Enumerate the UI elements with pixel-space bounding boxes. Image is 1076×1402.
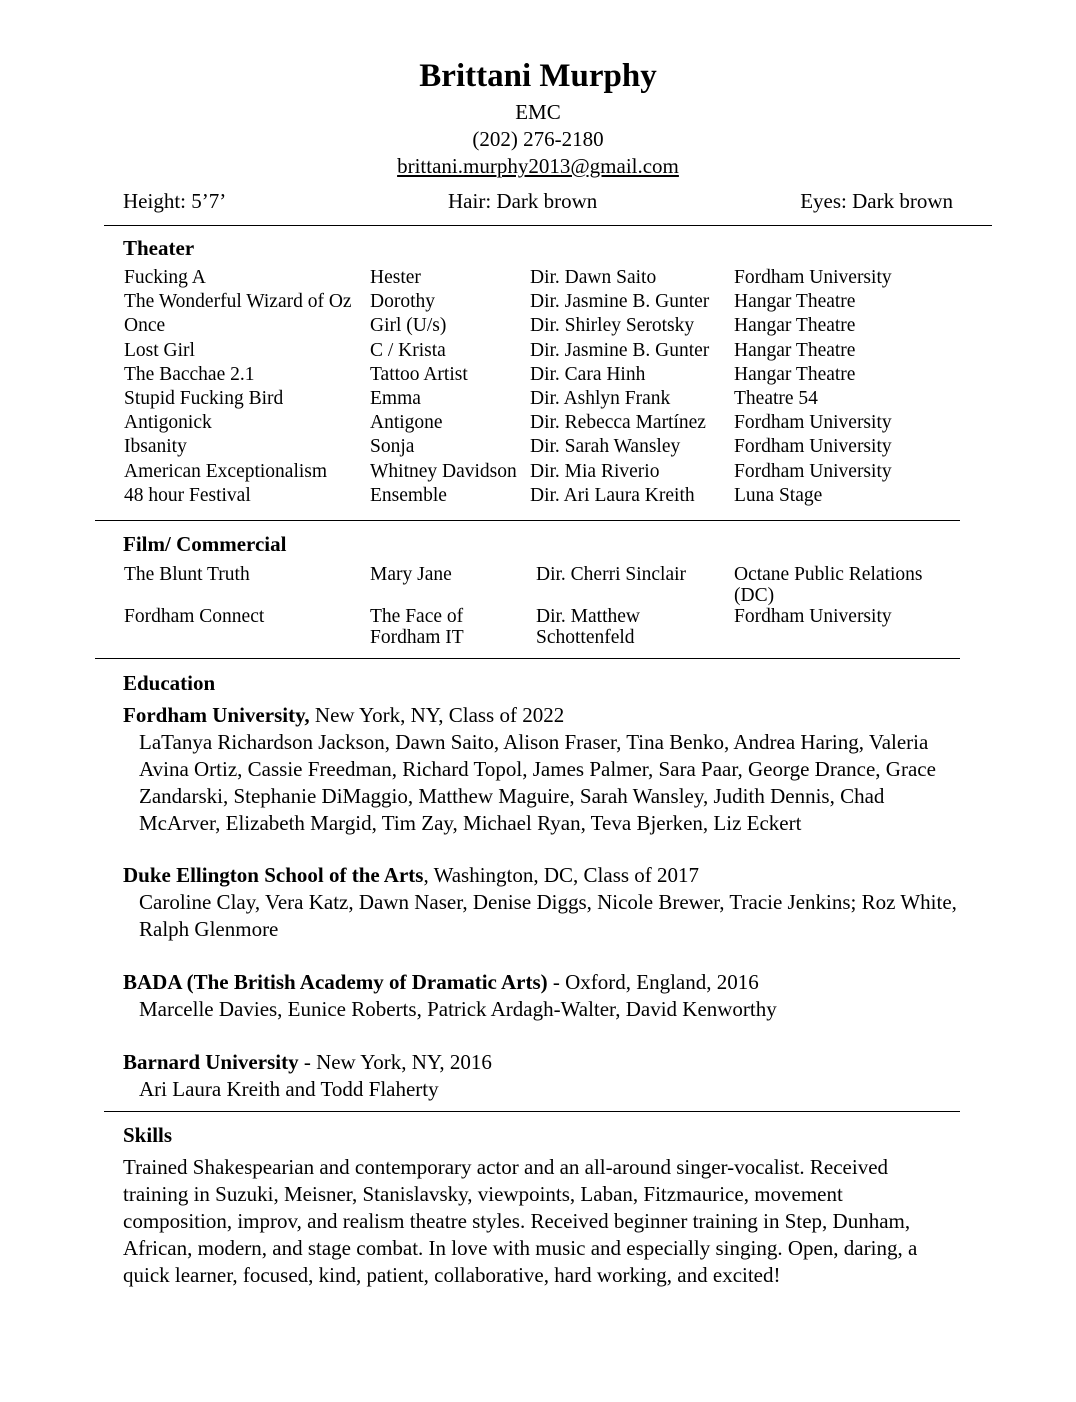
role: Mary Jane [370,564,452,585]
email-line [0,153,1076,179]
theater-divider [95,520,960,521]
height-stat: Height: 5’7’ [123,189,227,213]
role: Dorothy [370,291,435,313]
director: Dir. Jasmine B. Gunter [530,291,710,313]
role: Antigone [370,412,443,434]
venue: Fordham University [734,436,892,458]
education-entry-school [123,862,699,889]
director: Dir. Jasmine B. Gunter [530,339,710,361]
production-title: The Blunt Truth [124,564,250,585]
credit-row [124,460,954,484]
role: Ensemble [370,484,447,506]
director: Dir. Ashlyn Frank [530,388,671,410]
education-divider [104,1111,960,1112]
role: Whitney Davidson [370,460,517,482]
theater-credits-table [124,266,954,508]
actor-name: Brittani Murphy [419,58,657,94]
school-name: Barnard University [123,1050,299,1074]
venue: Octane Public Relations (DC) [734,564,923,606]
header-divider [104,225,992,226]
production-title: The Wonderful Wizard of Oz [124,291,352,313]
education-entry-school [123,1049,492,1076]
production-title: The Bacchae 2.1 [124,363,255,385]
director: Dir. Matthew Schottenfeld [536,606,640,648]
school-teachers: Ari Laura Kreith and Todd Flaherty [139,1077,439,1101]
credit-row [124,266,954,290]
production-title: American Exceptionalism [124,460,328,482]
director: Dir. Ari Laura Kreith [530,484,695,506]
director: Dir. Mia Riverio [530,460,660,482]
film-credits-table [124,564,934,648]
venue: Hangar Theatre [734,339,856,361]
education-heading: Education [123,671,216,695]
venue: Fordham University [734,412,892,434]
role: C / Krista [370,339,446,361]
production-title: Fordham Connect [124,606,265,627]
venue: Fordham University [734,267,892,288]
venue: Hangar Theatre [734,363,856,385]
phone-number: (202) 276-2180 [472,127,604,151]
email-link[interactable]: brittani.murphy2013@gmail.com [397,154,679,178]
role: Sonja [370,436,415,458]
role: Tattoo Artist [370,363,468,385]
production-title: Stupid Fucking Bird [124,388,284,410]
director: Dir. Sarah Wansley [530,436,681,458]
credit-row [124,387,954,411]
venue: Fordham University [734,606,892,627]
school-name: BADA (The British Academy of Dramatic Arts) [123,970,548,994]
credit-row [124,484,954,508]
skills-heading: Skills [123,1123,173,1147]
director: Dir. Cara Hinh [530,363,646,385]
venue: Fordham University [734,460,892,482]
eyes-stat: Eyes: Dark brown [800,189,953,213]
film-heading: Film/ Commercial [123,532,287,556]
school-name: Duke Ellington School of the Arts [123,863,424,887]
school-teachers: Caroline Clay, Vera Katz, Dawn Naser, Denise Diggs, Nicole Brewer, Tracie Jenkins; Roz White, Ralph Glenmore [139,890,957,941]
union-status: EMC [515,100,561,124]
director: Dir. Dawn Saito [530,267,657,288]
education-entry-school [123,969,759,996]
credit-row [124,606,934,648]
school-details: - New York, NY, 2016 [298,1050,492,1074]
director: Dir. Shirley Serotsky [530,315,695,337]
credit-row [124,290,954,314]
role: Emma [370,388,421,410]
credit-row [124,564,934,606]
production-title: Ibsanity [124,436,187,458]
role: Girl (U/s) [370,315,447,337]
hair-stat: Hair: Dark brown [448,189,598,213]
school-details: - Oxford, England, 2016 [547,970,759,994]
school-teachers: Marcelle Davies, Eunice Roberts, Patrick Ardagh-Walter, David Kenworthy [139,997,777,1021]
credit-row [124,363,954,387]
venue: Hangar Theatre [734,291,856,313]
role: The Face of Fordham IT [370,606,464,648]
credit-row [124,314,954,338]
credit-row [124,411,954,435]
school-name: Fordham University, [123,703,310,727]
venue: Luna Stage [734,484,823,506]
production-title: Once [124,315,166,337]
school-details: New York, NY, Class of 2022 [309,703,565,727]
production-title: Lost Girl [124,339,195,361]
credit-row [124,435,954,459]
theater-heading: Theater [123,236,195,260]
credit-row [124,339,954,363]
production-title: 48 hour Festival [124,484,251,506]
film-divider [95,658,960,659]
role: Hester [370,267,421,288]
school-details: , Washington, DC, Class of 2017 [423,863,700,887]
skills-text: Trained Shakespearian and contemporary actor and an all-around singer-vocalist. Received training in Suzuki, Meisner, Stanislavsky, viewpoints, Laban, Fitzmaurice, movement composition, improv, and realism theatre styles. Received beginner training in Step, Dunham, African, modern, and stage combat. In love with music and especially singing. Open, daring, a quick learner, focused, kind, patient, collaborative, hard working, and excited! [123,1155,918,1287]
production-title: Antigonick [124,412,212,434]
director: Dir. Cherri Sinclair [536,564,687,585]
venue: Hangar Theatre [734,315,856,337]
venue: Theatre 54 [734,388,818,410]
production-title: Fucking A [124,267,206,288]
director: Dir. Rebecca Martínez [530,412,706,434]
education-entry-school [123,702,564,729]
school-teachers: LaTanya Richardson Jackson, Dawn Saito, Alison Fraser, Tina Benko, Andrea Haring, Valeria Avina Ortiz, Cassie Freedman, Richard Topol, James Palmer, Sara Paar, George Drance, Grace Zandarski, Stephanie DiMaggio, Matthew Maguire, Sarah Wansley, Judith Dennis, Chad McArver, Elizabeth Margid, Tim Zay, Michael Ryan, Teva Bjerken, Liz Eckert [139,730,936,835]
